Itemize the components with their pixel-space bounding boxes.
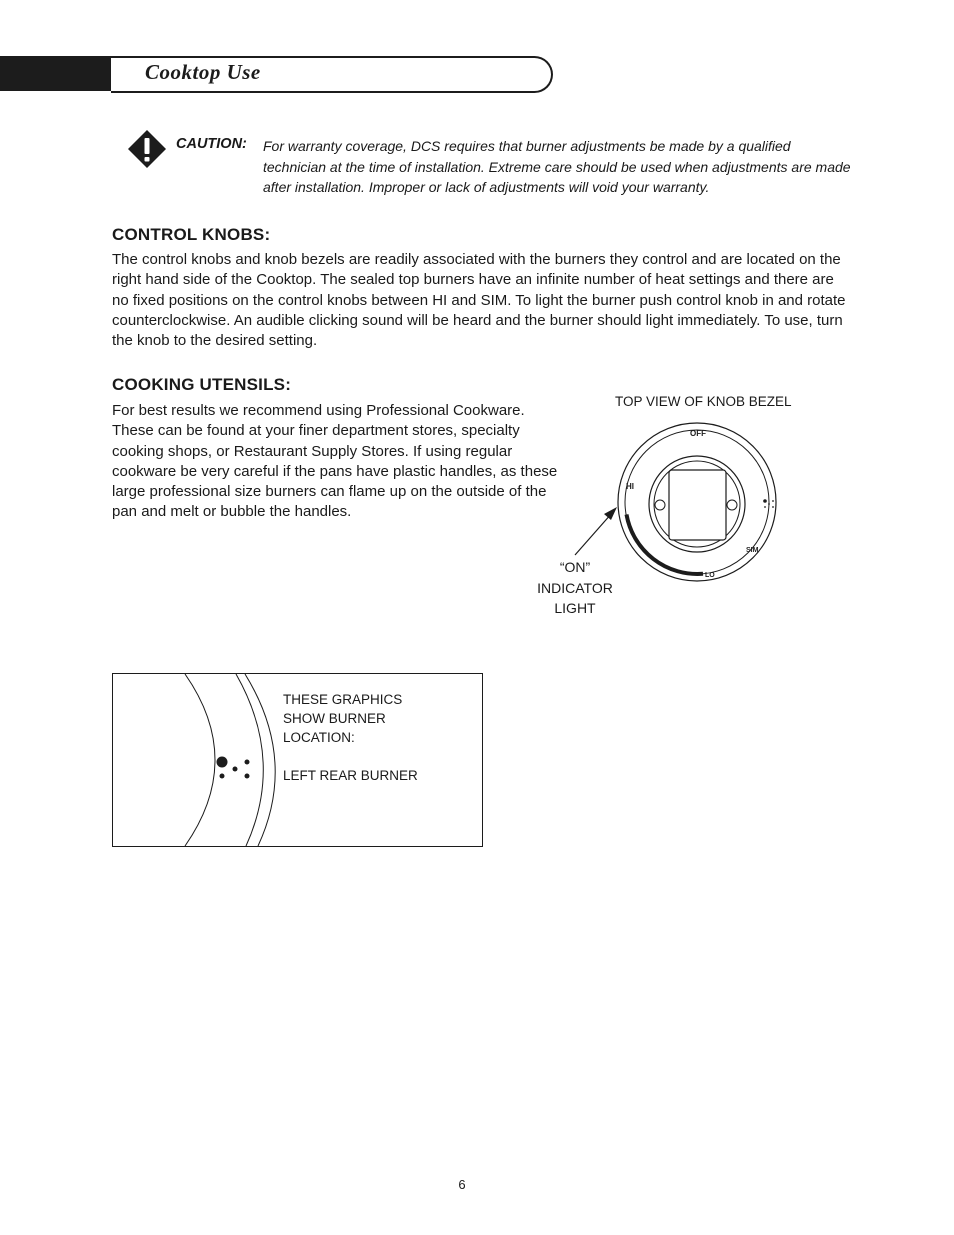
burner-text-line: LEFT REAR BURNER: [283, 768, 418, 783]
burner-text-line: [283, 747, 418, 766]
label-lo: LO: [705, 572, 715, 579]
knob-screw-right: [727, 500, 737, 510]
cooking-utensils-body: For best results we recommend using Professional Cookware. These can be found at your finer department stores, specialty cooking shops, or Restaurant Supply Stores. If using regular cookware be very careful if the pans have plastic handles, as these large professional size burners can flame up on the outside of the pan and melt or bubble the handles.: [112, 402, 558, 521]
left-rear-burner-icon: [217, 757, 250, 779]
burner-text-line: SHOW BURNER: [283, 711, 386, 726]
knob-handle: [669, 470, 726, 540]
page-number: 6: [458, 1177, 466, 1192]
on-indicator-label: [520, 557, 630, 619]
knob-screw-left: [655, 500, 665, 510]
burner-text-line: LOCATION:: [283, 730, 355, 745]
header-bar: [0, 56, 112, 91]
label-sim: SIM: [746, 547, 759, 554]
burner-text-line: THESE GRAPHICS: [283, 692, 403, 707]
indicator-arrow-line: [575, 513, 612, 555]
caution-label: CAUTION:: [176, 136, 247, 152]
page-title: Cooktop Use: [145, 60, 261, 84]
caution-text: For warranty coverage, DCS requires that burner adjustments be made by a qualified technician at the time of installation. Extreme care should be used when adjustments are made after installation. Improper or lack of adjustments will void your warranty.: [263, 138, 851, 195]
label-off: OFF: [690, 429, 706, 438]
warning-icon: [127, 129, 167, 169]
on-indicator-line: “ON” INDICATOR LIGHT: [537, 559, 613, 616]
label-hi: HI: [626, 482, 634, 491]
indicator-arrow-head: [604, 507, 617, 520]
control-knobs-body: The control knobs and knob bezels are readily associated with the burners they control and are located on the right hand side of the Cooktop. The sealed top burners have an infinite number of heat settings and there are no fixed positions on the control knobs between HI and SIM. To light the burner push control knob in and rotate counterclockwise. An audible clicking sound will be heard and the burner should light immediately. To use, turn the knob to the desired setting.: [112, 251, 846, 350]
burner-location-box: [112, 673, 483, 847]
knob-diagram-caption: TOP VIEW OF KNOB BEZEL: [615, 394, 792, 409]
cooking-utensils-heading: COOKING UTENSILS:: [112, 375, 292, 394]
burner-location-text: [283, 690, 418, 785]
control-knobs-heading: CONTROL KNOBS:: [112, 225, 271, 244]
